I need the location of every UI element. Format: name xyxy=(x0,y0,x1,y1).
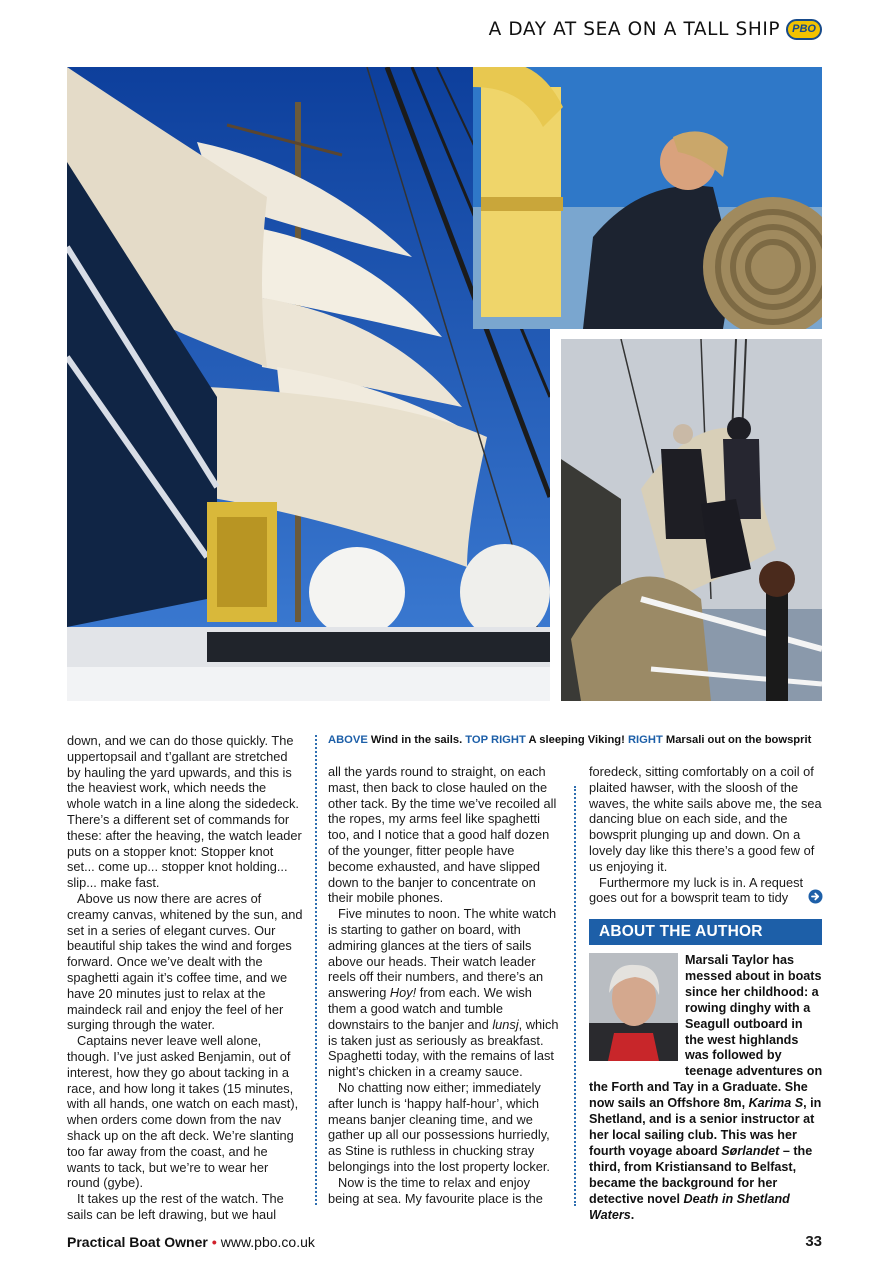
text-run: from each. We wish them a good watch and tumble downstairs to the banjer and xyxy=(328,985,532,1032)
section-title: A DAY AT SEA ON A TALL SHIP xyxy=(488,18,781,40)
article-column-1 xyxy=(67,733,303,1223)
paragraph: It takes up the rest of the watch. The sails can be left drawing, but we haul xyxy=(67,1191,284,1222)
paragraph: Above us now there are acres of creamy canvas, whitened by the sun, and set in a series of elegant curves. Our beautiful ship takes the wind and forges forward. Once we’ve dealt with the spaghetti again it’s coffee time, and we have 20 minutes just to relax at the maindeck rail and enjoy the feel of her surging through the water. xyxy=(67,890,303,1033)
column-divider xyxy=(315,735,317,1205)
caption-text-topright: A sleeping Viking! xyxy=(525,734,628,746)
author-bio xyxy=(589,953,823,1223)
caption-text-above: Wind in the sails. xyxy=(367,734,466,746)
page-header xyxy=(489,16,822,42)
text-run: Marsali Taylor has messed about in boats since her childhood: a rowing dinghy with a Seagull outboard in the west highlands was followed by teenage adventures on the Forth and Tay in a Graduate. She now sails an Offshore 8m, xyxy=(589,953,823,1111)
caption-text-right: Marsali out on the bowsprit xyxy=(662,734,812,746)
page-footer xyxy=(67,1233,822,1251)
emphasis: Karima S xyxy=(748,1096,804,1111)
paragraph: Captains never leave well alone, though. I’ve just asked Benjamin, out of interest, how they go about tacking in a race, and how long it takes (15 minutes, with all hands, one watch on each mast), when orders come down from the nav shack up on the aft deck. We’re slanting too far away from the coast, and he wants to tack, but we’re to wear her round (gybe). xyxy=(67,1033,299,1191)
photo-captions xyxy=(328,733,822,747)
website-link[interactable]: www.pbo.co.uk xyxy=(220,1234,315,1250)
emphasis: Death in Shetland Waters xyxy=(589,1191,790,1222)
caption-label-right: RIGHT xyxy=(627,734,663,746)
paragraph: foredeck, sitting comfortably on a coil of plaited hawser, with the sloosh of the waves, the white sails above me, the sea dancing blue on each side, and the bowsprit plunging up and down. On a lovely day like this there’s a good few of us enjoying it. xyxy=(589,764,822,874)
page-number: 33 xyxy=(805,1233,822,1250)
paragraph: down, and we can do those quickly. The uppertopsail and t’gallant are stretched by hauling the yard upwards, and this is the heaviest work, which needs the whole watch in a line along the sidedeck. There’s a different set of commands for these: after the heaving, the watch leader puts on a stopper knot: Stopper knot set... come up... stopper knot holding... slip... make fast. xyxy=(67,733,302,891)
text-run: . xyxy=(630,1207,635,1222)
text-run: Five minutes to noon. The white watch is starting to gather on board, with admiring glances at the tiers of sails above our heads. Their watch leader reels off their numbers, and there’s an answering xyxy=(328,906,557,1001)
arrow-right-circle-icon xyxy=(808,889,823,904)
paragraph: Furthermore my luck is in. A request goes out for a bowsprit team to tidy xyxy=(589,874,804,906)
caption-label-above: ABOVE xyxy=(328,734,368,746)
paragraph: Now is the time to relax and enjoy being at sea. My favourite place is the xyxy=(328,1174,543,1206)
column-divider xyxy=(574,786,576,1206)
text-run: – the third, from Kristiansand to Belfast, became the background for her detective novel xyxy=(589,1143,813,1206)
article-column-2 xyxy=(328,764,562,1206)
text-run: , in Shetland, and is a senior instructor at her local sailing club. This was her fourth voyage aboard xyxy=(589,1096,822,1158)
photo-bowsprit xyxy=(561,339,822,701)
text-run: , which is taken just as seriously as breakfast. Spaghetti today, with the remains of last night’s chicken in a creamy sauce. xyxy=(328,1016,559,1080)
paragraph xyxy=(328,906,562,1080)
caption-label-topright: TOP RIGHT xyxy=(465,734,526,746)
emphasis: Hoy! xyxy=(389,985,417,1001)
photo-sleeping-viking xyxy=(473,67,822,329)
emphasis: Sørlandet xyxy=(721,1143,780,1158)
article-column-3 xyxy=(589,764,822,906)
publication-name: Practical Boat Owner xyxy=(67,1234,208,1250)
paragraph: No chatting now either; immediately after lunch is ‘happy half-hour’, which means banjer cleaning time, and we gather up all our possessions hurriedly, as Stine is ruthless in chucking stray belongings into the lost property locker. xyxy=(328,1079,550,1174)
about-author-heading: ABOUT THE AUTHOR xyxy=(589,919,822,945)
pbo-logo: PBO xyxy=(786,19,822,40)
footer-separator: • xyxy=(211,1234,217,1250)
paragraph: all the yards round to straight, on each mast, then back to close hauled on the other tack. By the time we’ve recoiled all the ropes, my arms feel like spaghetti too, and I notice that a good half dozen of the younger, fitter people have become exhausted, and have slipped down to the banjer to concentrate on their mobile phones. xyxy=(328,764,557,906)
emphasis: lunsj xyxy=(492,1016,519,1032)
